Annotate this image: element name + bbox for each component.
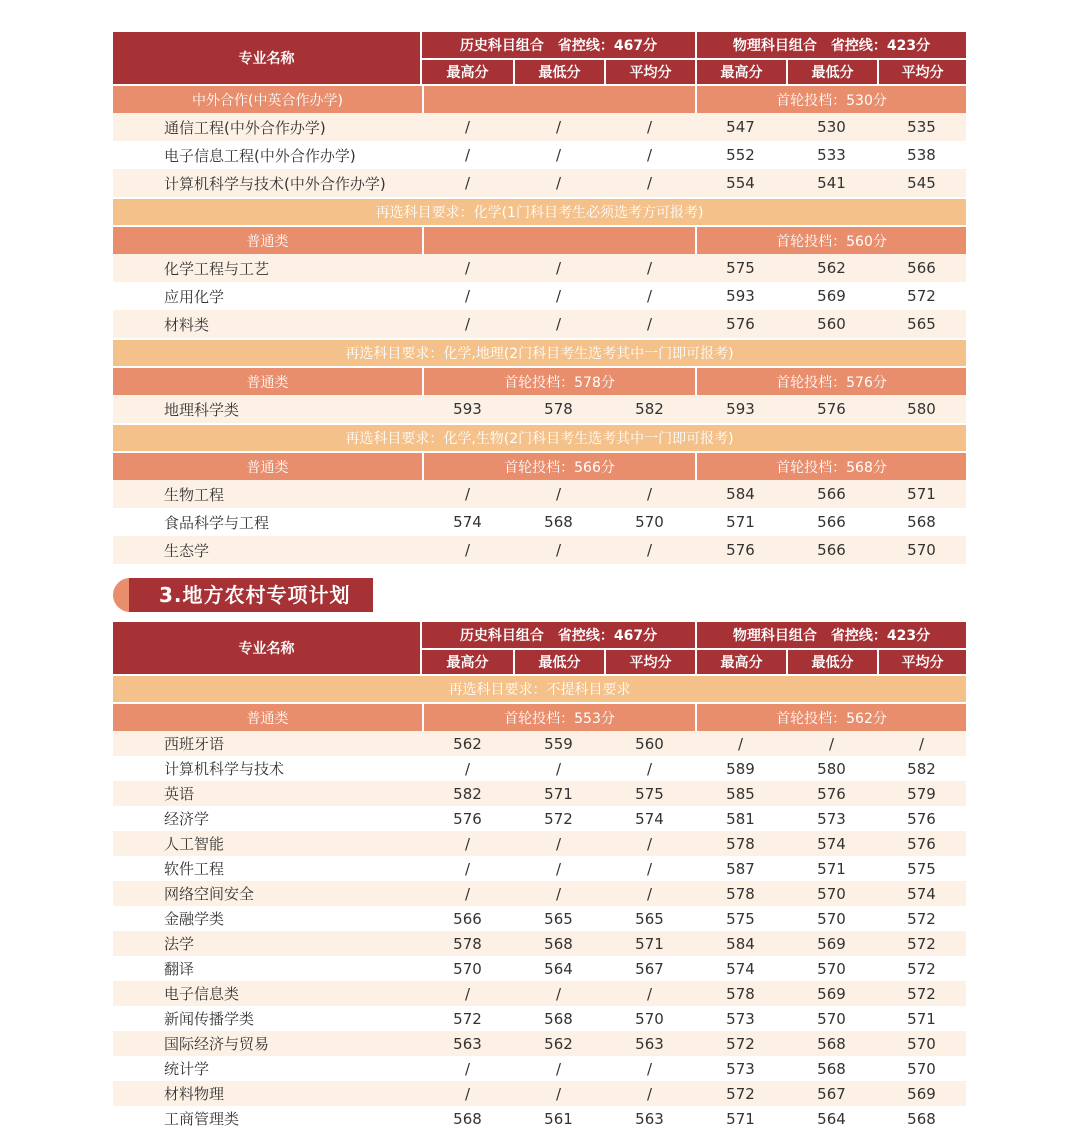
cell-history-avg: / xyxy=(646,1084,653,1103)
category-history-cutoff: 首轮投档：553分 xyxy=(422,704,695,731)
cell-history-min: / xyxy=(555,485,562,503)
cell-physics-avg: 570 xyxy=(907,541,936,559)
cell-physics-avg: 566 xyxy=(907,259,936,277)
cell-physics-avg: 575 xyxy=(907,859,936,878)
cell-history-min: / xyxy=(555,174,562,192)
cell-physics-avg: 571 xyxy=(907,1009,936,1028)
section-heading xyxy=(113,578,373,612)
header-history-group: 历史科目组合 省控线：467分 xyxy=(422,32,695,58)
cell-physics-min: 570 xyxy=(817,959,846,978)
header-physics-group: 物理科目组合 省控线：423分 xyxy=(695,622,966,648)
cell-history-avg: 563 xyxy=(635,1109,664,1128)
cell-history-min: 565 xyxy=(544,909,573,928)
cell-history-max: / xyxy=(464,884,471,903)
cell-physics-min: 564 xyxy=(817,1109,846,1128)
cell-physics-avg: 572 xyxy=(907,934,936,953)
cell-history-min: 568 xyxy=(544,934,573,953)
category-physics-cutoff: 首轮投档：562分 xyxy=(695,704,966,731)
cell-major-name: 金融学类 xyxy=(164,910,225,928)
cell-physics-min: 530 xyxy=(817,118,846,136)
table-header xyxy=(113,32,966,84)
cell-history-avg: 560 xyxy=(635,734,664,753)
cell-major-name: 生态学 xyxy=(164,541,210,560)
table-row xyxy=(113,1081,966,1106)
subject-requirement: 再选科目要求：不提科目要求 xyxy=(113,676,966,702)
table-row xyxy=(113,1106,966,1131)
cell-major-name: 统计学 xyxy=(164,1060,210,1078)
cell-physics-min: 560 xyxy=(817,315,846,333)
table-row xyxy=(113,508,966,536)
cell-major-name: 通信工程(中外合作办学) xyxy=(164,118,326,137)
cell-history-avg: / xyxy=(646,315,653,333)
cell-major-name: 地理科学类 xyxy=(164,400,240,419)
category-physics-cutoff: 首轮投档：576分 xyxy=(695,368,966,395)
table-row xyxy=(113,956,966,981)
cell-physics-min: 570 xyxy=(817,909,846,928)
cell-major-name: 生物工程 xyxy=(164,485,225,504)
cell-history-min: / xyxy=(555,118,562,136)
cell-physics-avg: 572 xyxy=(907,984,936,1003)
cell-history-max: / xyxy=(464,541,471,559)
cell-physics-min: 566 xyxy=(817,541,846,559)
table-row xyxy=(113,906,966,931)
cell-physics-avg: 576 xyxy=(907,834,936,853)
cell-history-max: 578 xyxy=(453,934,482,953)
cell-physics-min: 573 xyxy=(817,809,846,828)
cell-major-name: 电子信息工程(中外合作办学) xyxy=(164,146,356,165)
cell-major-name: 翻译 xyxy=(164,960,195,978)
table-header xyxy=(113,622,966,674)
table-body xyxy=(113,731,966,1131)
header-major-name: 专业名称 xyxy=(113,622,422,674)
cell-physics-avg: 538 xyxy=(907,146,936,164)
cell-history-avg: 563 xyxy=(635,1034,664,1053)
cell-major-name: 材料类 xyxy=(164,315,210,334)
table-row xyxy=(113,881,966,906)
header-history-min: 最低分 xyxy=(513,58,604,84)
cell-physics-min: 567 xyxy=(817,1084,846,1103)
category-physics-cutoff: 首轮投档：568分 xyxy=(695,453,966,480)
table-row xyxy=(113,931,966,956)
cell-physics-max: 576 xyxy=(726,315,755,333)
cell-physics-max: 571 xyxy=(726,513,755,531)
cell-history-min: / xyxy=(555,146,562,164)
cell-physics-max: 578 xyxy=(726,884,755,903)
cell-major-name: 软件工程 xyxy=(164,860,225,878)
cell-history-avg: 567 xyxy=(635,959,664,978)
header-physics-min: 最低分 xyxy=(786,58,877,84)
table-row xyxy=(113,1031,966,1056)
cell-major-name: 国际经济与贸易 xyxy=(164,1035,270,1053)
cell-physics-max: 578 xyxy=(726,984,755,1003)
cell-history-avg: / xyxy=(646,118,653,136)
cell-history-min: / xyxy=(555,859,562,878)
table-row xyxy=(113,806,966,831)
cell-physics-min: 569 xyxy=(817,984,846,1003)
table-row xyxy=(113,781,966,806)
cell-major-name: 化学工程与工艺 xyxy=(164,259,270,278)
cell-history-avg: / xyxy=(646,834,653,853)
table-row xyxy=(113,113,966,141)
header-physics-group: 物理科目组合 省控线：423分 xyxy=(695,32,966,58)
cell-history-min: 561 xyxy=(544,1109,573,1128)
category-row xyxy=(113,227,966,254)
header-physics-max: 最高分 xyxy=(695,58,786,84)
cell-history-avg: 570 xyxy=(635,513,664,531)
cell-physics-avg: 571 xyxy=(907,485,936,503)
table-row xyxy=(113,141,966,169)
cell-history-min: 562 xyxy=(544,1034,573,1053)
cell-physics-min: 576 xyxy=(817,784,846,803)
cell-major-name: 工商管理类 xyxy=(164,1110,240,1128)
cell-history-avg: / xyxy=(646,287,653,305)
cell-history-max: 582 xyxy=(453,784,482,803)
category-row xyxy=(113,368,966,395)
cell-history-min: / xyxy=(555,759,562,778)
cell-physics-min: 568 xyxy=(817,1059,846,1078)
cell-physics-max: 578 xyxy=(726,834,755,853)
table-row xyxy=(113,731,966,756)
category-physics-cutoff: 首轮投档：560分 xyxy=(695,227,966,254)
cell-physics-max: 572 xyxy=(726,1084,755,1103)
cell-physics-max: 575 xyxy=(726,259,755,277)
cell-history-max: 574 xyxy=(453,513,482,531)
cell-physics-avg: 565 xyxy=(907,315,936,333)
cell-history-max: 562 xyxy=(453,734,482,753)
cell-physics-min: 541 xyxy=(817,174,846,192)
cell-physics-avg: 574 xyxy=(907,884,936,903)
cell-physics-max: 593 xyxy=(726,287,755,305)
cell-history-min: 564 xyxy=(544,959,573,978)
cell-physics-min: 580 xyxy=(817,759,846,778)
cell-physics-avg: 572 xyxy=(907,959,936,978)
header-history-max: 最高分 xyxy=(422,58,513,84)
table-body xyxy=(113,86,966,564)
cell-physics-min: 574 xyxy=(817,834,846,853)
cell-physics-max: 576 xyxy=(726,541,755,559)
cell-history-max: / xyxy=(464,1059,471,1078)
cell-history-min: 571 xyxy=(544,784,573,803)
cell-physics-min: 576 xyxy=(817,400,846,418)
cell-history-min: / xyxy=(555,1059,562,1078)
cell-history-max: / xyxy=(464,259,471,277)
cell-history-avg: 575 xyxy=(635,784,664,803)
category-physics-cutoff: 首轮投档：530分 xyxy=(695,86,966,113)
cell-major-name: 经济学 xyxy=(164,810,210,828)
section-heading-text: 3.地方农村专项计划 xyxy=(159,583,351,607)
cell-history-avg: / xyxy=(646,1059,653,1078)
cell-major-name: 法学 xyxy=(164,935,195,953)
header-physics-max: 最高分 xyxy=(695,648,786,674)
cell-physics-avg: 545 xyxy=(907,174,936,192)
cell-physics-max: 572 xyxy=(726,1034,755,1053)
table-row xyxy=(113,1006,966,1031)
cell-physics-min: 570 xyxy=(817,884,846,903)
cell-physics-avg: 582 xyxy=(907,759,936,778)
cell-history-min: / xyxy=(555,834,562,853)
cell-physics-min: 568 xyxy=(817,1034,846,1053)
cell-physics-max: 554 xyxy=(726,174,755,192)
cell-physics-max: / xyxy=(737,734,744,753)
cell-physics-max: 593 xyxy=(726,400,755,418)
category-name: 普通类 xyxy=(113,704,422,731)
cell-history-min: / xyxy=(555,259,562,277)
cell-physics-avg: 569 xyxy=(907,1084,936,1103)
cell-history-avg: 571 xyxy=(635,934,664,953)
cell-physics-max: 587 xyxy=(726,859,755,878)
cell-history-max: 566 xyxy=(453,909,482,928)
cell-physics-avg: 579 xyxy=(907,784,936,803)
cell-history-max: / xyxy=(464,118,471,136)
category-name: 普通类 xyxy=(113,227,422,254)
category-history-cutoff: 首轮投档：578分 xyxy=(422,368,695,395)
cell-history-avg: / xyxy=(646,884,653,903)
table-row xyxy=(113,1056,966,1081)
cell-physics-min: / xyxy=(828,734,835,753)
cell-physics-max: 575 xyxy=(726,909,755,928)
cell-major-name: 西班牙语 xyxy=(164,735,225,753)
cell-physics-max: 589 xyxy=(726,759,755,778)
table-row xyxy=(113,536,966,564)
category-history-cutoff: 首轮投档：566分 xyxy=(422,453,695,480)
cell-major-name: 食品科学与工程 xyxy=(164,513,270,532)
category-row xyxy=(113,704,966,731)
cell-history-max: / xyxy=(464,485,471,503)
table-row xyxy=(113,395,966,423)
category-history-cutoff xyxy=(422,227,695,254)
cell-physics-min: 566 xyxy=(817,485,846,503)
header-history-avg: 平均分 xyxy=(604,58,695,84)
cell-major-name: 材料物理 xyxy=(164,1085,225,1103)
cell-history-avg: 565 xyxy=(635,909,664,928)
cell-physics-avg: 568 xyxy=(907,1109,936,1128)
cell-physics-min: 569 xyxy=(817,934,846,953)
header-history-min: 最低分 xyxy=(513,648,604,674)
cell-physics-avg: 568 xyxy=(907,513,936,531)
cell-physics-avg: 570 xyxy=(907,1034,936,1053)
table-row xyxy=(113,856,966,881)
cell-history-avg: 582 xyxy=(635,400,664,418)
cell-history-max: / xyxy=(464,759,471,778)
cell-major-name: 英语 xyxy=(164,785,195,803)
cell-history-avg: / xyxy=(646,259,653,277)
table-row xyxy=(113,169,966,197)
cell-physics-avg: 580 xyxy=(907,400,936,418)
cell-history-max: / xyxy=(464,287,471,305)
cell-history-min: 559 xyxy=(544,734,573,753)
cell-physics-max: 573 xyxy=(726,1009,755,1028)
category-name: 普通类 xyxy=(113,368,422,395)
category-row xyxy=(113,453,966,480)
header-physics-avg: 平均分 xyxy=(877,58,966,84)
cell-history-min: / xyxy=(555,1084,562,1103)
cell-history-min: 578 xyxy=(544,400,573,418)
cell-history-avg: 570 xyxy=(635,1009,664,1028)
cell-history-avg: 574 xyxy=(635,809,664,828)
cell-history-min: / xyxy=(555,541,562,559)
admission-table-1 xyxy=(113,32,966,564)
subject-requirement: 再选科目要求：化学,生物(2门科目考生选考其中一门即可报考) xyxy=(113,425,966,451)
cell-major-name: 计算机科学与技术 xyxy=(164,760,285,778)
cell-physics-max: 585 xyxy=(726,784,755,803)
cell-physics-min: 562 xyxy=(817,259,846,277)
cell-history-max: 563 xyxy=(453,1034,482,1053)
table-row xyxy=(113,831,966,856)
header-major-name: 专业名称 xyxy=(113,32,422,84)
cell-major-name: 计算机科学与技术(中外合作办学) xyxy=(164,174,386,193)
cell-history-avg: / xyxy=(646,146,653,164)
cell-history-max: / xyxy=(464,146,471,164)
subject-requirement: 再选科目要求：化学,地理(2门科目考生选考其中一门即可报考) xyxy=(113,340,966,366)
cell-physics-avg: 535 xyxy=(907,118,936,136)
cell-physics-avg: 572 xyxy=(907,287,936,305)
cell-history-max: / xyxy=(464,1084,471,1103)
table-row xyxy=(113,282,966,310)
admission-table-2 xyxy=(113,622,966,1131)
category-history-cutoff xyxy=(422,86,695,113)
cell-history-max: 572 xyxy=(453,1009,482,1028)
cell-major-name: 网络空间安全 xyxy=(164,885,255,903)
cell-history-min: 568 xyxy=(544,513,573,531)
cell-physics-avg: 572 xyxy=(907,909,936,928)
table-row xyxy=(113,981,966,1006)
category-name: 中外合作(中英合作办学) xyxy=(113,86,422,113)
cell-major-name: 应用化学 xyxy=(164,287,225,306)
cell-physics-min: 571 xyxy=(817,859,846,878)
subject-requirement: 再选科目要求：化学(1门科目考生必须选考方可报考) xyxy=(113,199,966,225)
table-row xyxy=(113,480,966,508)
cell-history-min: 572 xyxy=(544,809,573,828)
cell-history-avg: / xyxy=(646,541,653,559)
header-history-max: 最高分 xyxy=(422,648,513,674)
cell-history-max: 593 xyxy=(453,400,482,418)
cell-history-min: 568 xyxy=(544,1009,573,1028)
category-name: 普通类 xyxy=(113,453,422,480)
cell-physics-max: 573 xyxy=(726,1059,755,1078)
cell-history-avg: / xyxy=(646,984,653,1003)
cell-history-max: 570 xyxy=(453,959,482,978)
cell-history-max: / xyxy=(464,859,471,878)
cell-history-min: / xyxy=(555,287,562,305)
header-history-group: 历史科目组合 省控线：467分 xyxy=(422,622,695,648)
header-physics-min: 最低分 xyxy=(786,648,877,674)
cell-history-avg: / xyxy=(646,759,653,778)
cell-major-name: 人工智能 xyxy=(164,835,225,853)
cell-physics-max: 552 xyxy=(726,146,755,164)
table-row xyxy=(113,254,966,282)
cell-history-max: / xyxy=(464,315,471,333)
cell-physics-avg: / xyxy=(918,734,925,753)
cell-history-max: / xyxy=(464,984,471,1003)
cell-physics-min: 533 xyxy=(817,146,846,164)
cell-physics-min: 569 xyxy=(817,287,846,305)
cell-major-name: 新闻传播学类 xyxy=(164,1010,255,1028)
cell-history-max: 568 xyxy=(453,1109,482,1128)
cell-major-name: 电子信息类 xyxy=(164,985,240,1003)
cell-history-avg: / xyxy=(646,859,653,878)
table-row xyxy=(113,310,966,338)
cell-history-min: / xyxy=(555,884,562,903)
cell-physics-avg: 576 xyxy=(907,809,936,828)
header-history-avg: 平均分 xyxy=(604,648,695,674)
cell-physics-max: 581 xyxy=(726,809,755,828)
cell-physics-min: 566 xyxy=(817,513,846,531)
header-physics-avg: 平均分 xyxy=(877,648,966,674)
cell-physics-avg: 570 xyxy=(907,1059,936,1078)
category-row xyxy=(113,86,966,113)
cell-physics-max: 584 xyxy=(726,934,755,953)
cell-physics-max: 547 xyxy=(726,118,755,136)
cell-physics-max: 584 xyxy=(726,485,755,503)
cell-history-min: / xyxy=(555,315,562,333)
cell-history-avg: / xyxy=(646,485,653,503)
cell-history-max: 576 xyxy=(453,809,482,828)
cell-history-max: / xyxy=(464,834,471,853)
cell-physics-max: 571 xyxy=(726,1109,755,1128)
cell-history-max: / xyxy=(464,174,471,192)
cell-physics-max: 574 xyxy=(726,959,755,978)
cell-physics-min: 570 xyxy=(817,1009,846,1028)
cell-history-avg: / xyxy=(646,174,653,192)
table-row xyxy=(113,756,966,781)
cell-history-min: / xyxy=(555,984,562,1003)
